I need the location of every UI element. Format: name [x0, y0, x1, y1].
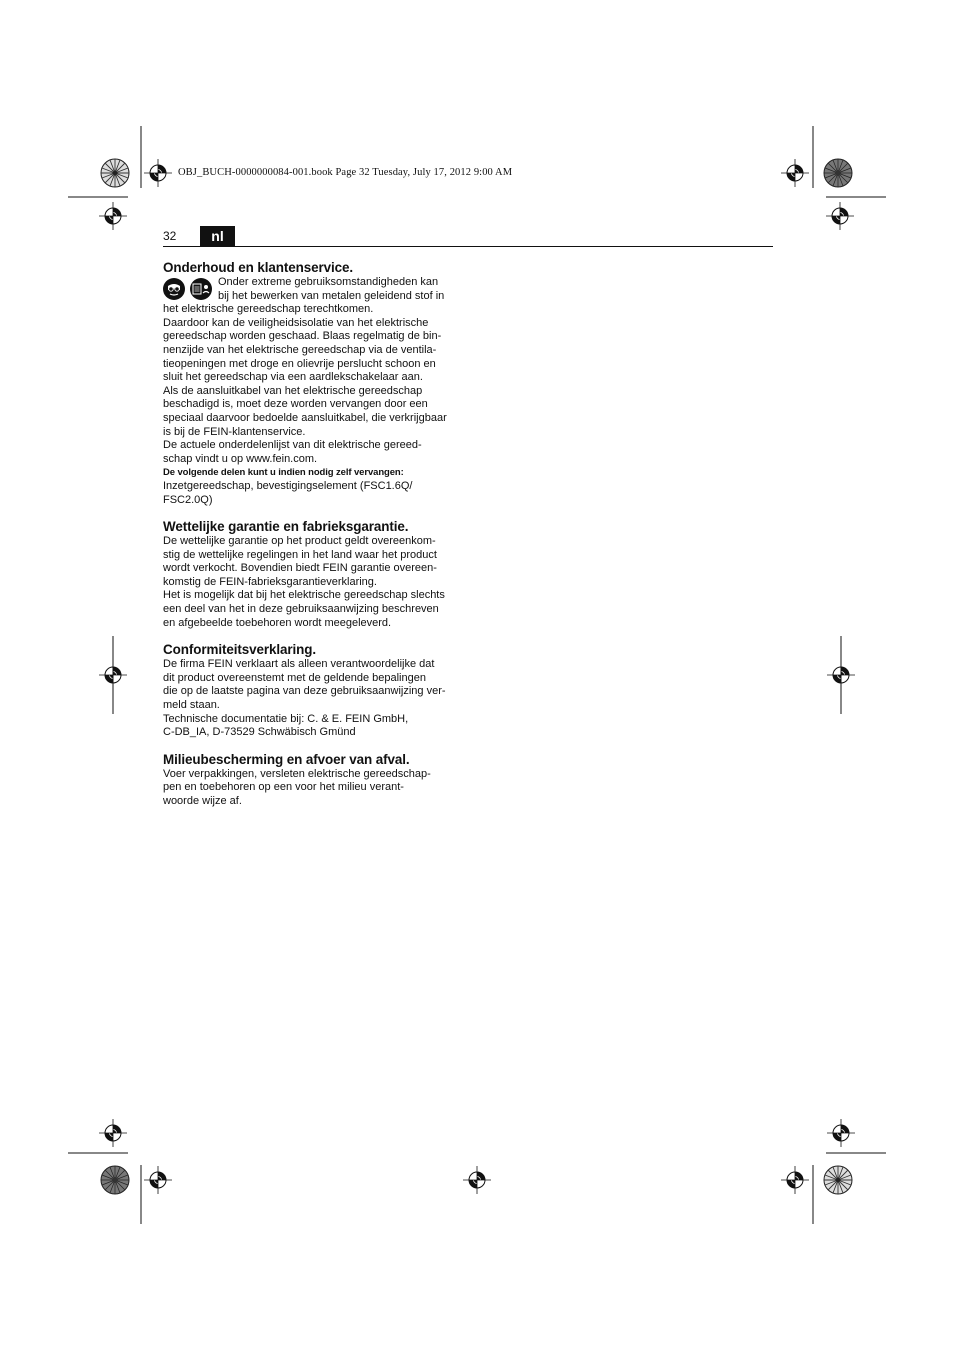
maintenance-p4: De actuele onderdelenlijst van dit elektrische gereed- schap vindt u op www.fein.com.: [163, 439, 422, 465]
maintenance-p3: Als de aansluitkabel van het elektrische gereedschap beschadigd is, moet deze worden vervangen door een speciaal daarvoor bedoelde aansluitkabel, die verkrijgbaar is bij de FEIN-klantenservice.: [163, 384, 447, 438]
safety-icons: [163, 277, 215, 303]
color-wheel-top-left: [101, 159, 129, 187]
conformity-p1: De firma FEIN verklaart als alleen verantwoordelijke dat dit product overeenstemt met de geldende bepalingen die op de laatste pagina van deze gebruiksaanwijzing ver- meld staan.: [163, 658, 446, 712]
read-manual-icon: [190, 278, 212, 300]
section-title: Onderhoud en klantenservice.: [163, 259, 354, 275]
section-warranty: [163, 517, 463, 630]
conformity-p2: Technische documentatie bij: C. & E. FEIN GmbH, C-DB_IA, D-73529 Schwäbisch Gmünd: [163, 712, 409, 739]
maintenance-p2: Daardoor kan de veiligheidsisolatie van het elektrische gereedschap worden geschaad. Blaas regelmatig de bin- nenzijde van het elektrische gereedschap via de ventila- tieopeningen met droge en olievrije perslucht schoon en sluit het gereedschap via een aardlekschakelaar aan.: [163, 316, 442, 384]
color-wheel-bottom-left: [101, 1166, 129, 1194]
safety-glasses-icon: [163, 278, 185, 300]
section-environment: [163, 750, 463, 809]
page-number: 32: [163, 229, 177, 243]
book-header: OBJ_BUCH-0000000084-001.book Page 32 Tuesday, July 17, 2012 9:00 AM: [178, 167, 513, 178]
color-wheel-top-right: [824, 159, 852, 187]
section-maintenance: [163, 258, 463, 507]
section-title: Wettelijke garantie en fabrieksgarantie.: [163, 518, 409, 535]
language-tab: nl: [200, 226, 235, 246]
warranty-p2: Het is mogelijk dat bij het elektrische gereedschap slechts een deel van het in deze gebruiksaanwijzing beschreven en afgebeelde toebehoren wordt meegeleverd.: [163, 589, 445, 629]
warranty-p1: De wettelijke garantie op het product geldt overeenkom- stig de wettelijke regelingen in het land waar het product wordt verkocht. Bovendien biedt FEIN garantie overeen- komstig de FEIN-fabrieksgarantieverklaring.: [163, 535, 437, 588]
section-title: Milieubescherming en afvoer van afval.: [163, 750, 410, 767]
section-title: Conformiteitsverklaring.: [163, 641, 317, 658]
maintenance-p1: Onder extreme gebruiksomstandigheden kan bij het bewerken van metalen geleidend stof in het elektrische gereedschap terechtkomen.: [163, 276, 445, 316]
maintenance-p5: Inzetgereedschap, bevestigingselement (FSC1.6Q/ FSC2.0Q): [163, 479, 413, 506]
replaceable-parts-heading: De volgende delen kunt u indien nodig zelf vervangen:: [163, 467, 404, 479]
text-column: [163, 258, 463, 809]
header-rule: [163, 246, 773, 247]
environment-p1: Voer verpakkingen, versleten elektrische gereedschap- pen en toebehoren op een voor het milieu verant- woorde wijze af.: [163, 767, 431, 807]
color-wheel-bottom-right: [824, 1166, 852, 1194]
section-conformity: [163, 640, 463, 740]
